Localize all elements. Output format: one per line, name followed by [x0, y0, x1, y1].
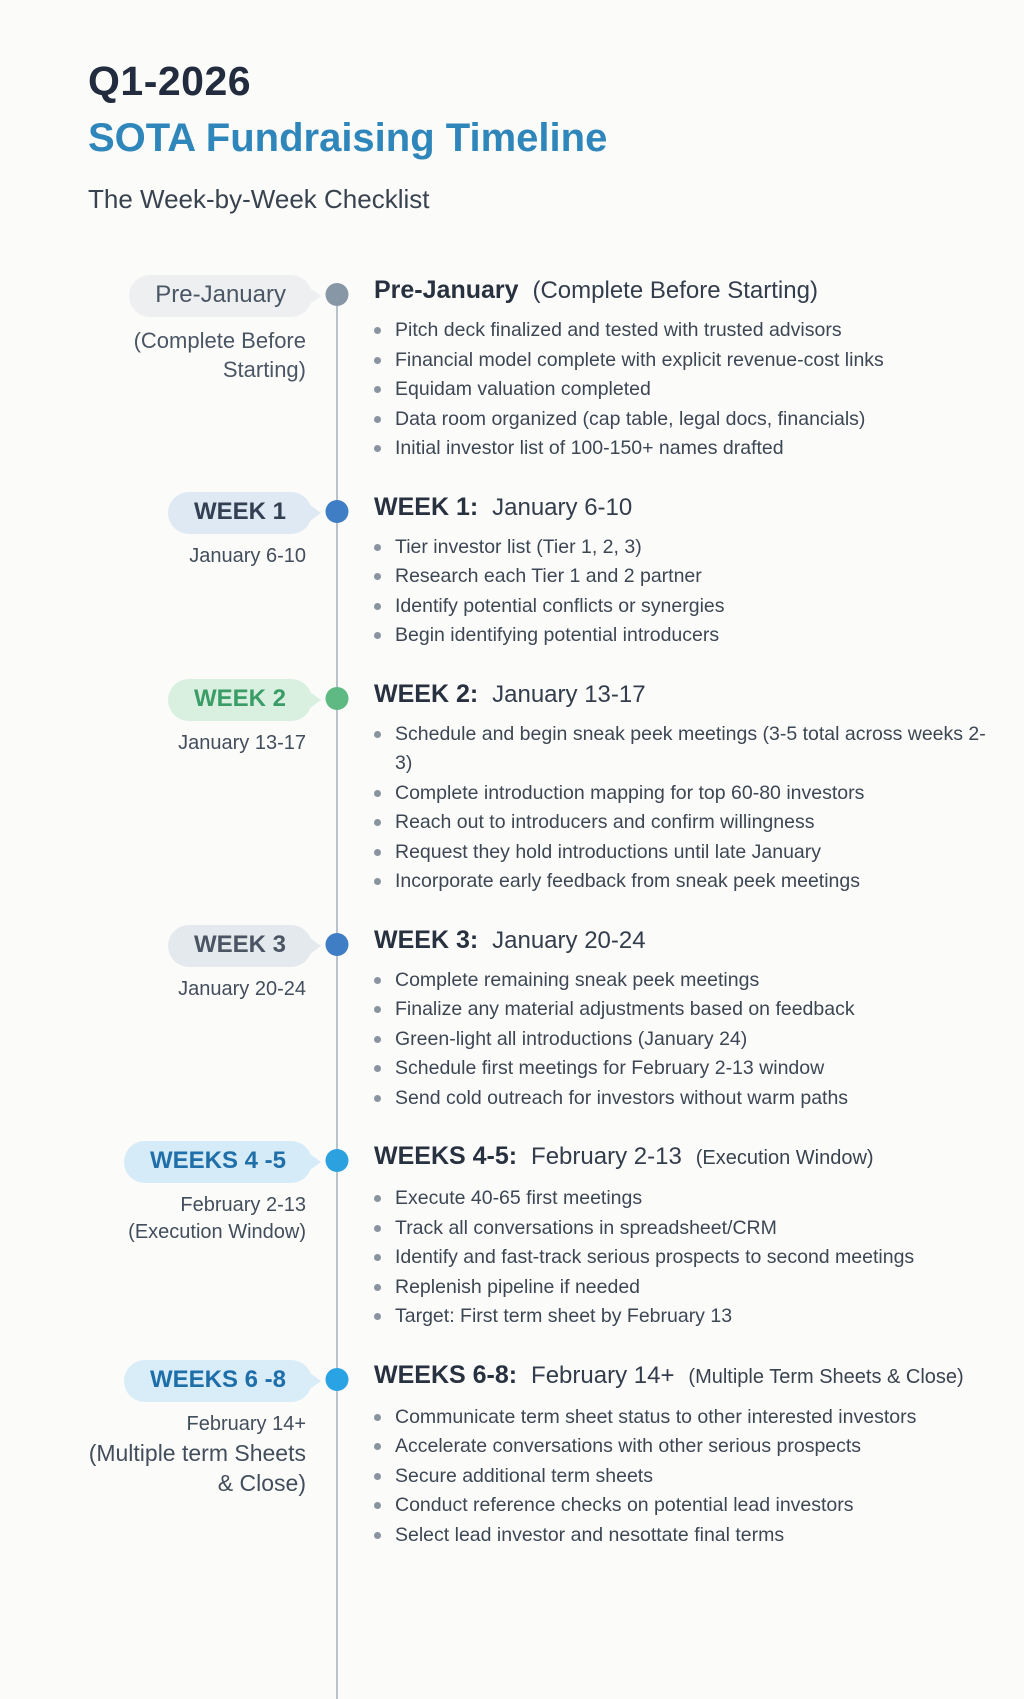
checklist-item-text: Complete introduction mapping for top 60-80 investors — [395, 781, 865, 804]
section-heading — [374, 1360, 986, 1393]
week-date-sublabel-line: February 14+ — [186, 1412, 306, 1435]
bullet-icon — [374, 790, 381, 797]
checklist-item-text: Identify and fast-track serious prospects to second meetings — [395, 1246, 915, 1268]
checklist-item — [374, 1491, 986, 1521]
week-pill — [168, 925, 312, 967]
checklist-item — [374, 1214, 986, 1244]
week-date-sublabel-line: February 2-13 — [180, 1194, 306, 1216]
week-date-sublabel-line: January 20-24 — [178, 977, 306, 1000]
timeline-section-node — [312, 925, 362, 1114]
timeline-section — [0, 492, 1024, 651]
bullet-icon — [374, 1006, 381, 1013]
timeline-section-content — [362, 1360, 986, 1551]
bullet-icon — [374, 445, 381, 452]
bullet-icon — [374, 386, 381, 393]
timeline-section-left — [74, 1141, 312, 1332]
timeline-section-node — [312, 492, 362, 651]
document-header — [0, 0, 1024, 215]
section-heading-date: February 2-13 — [531, 1143, 682, 1170]
timeline-section-content — [362, 925, 986, 1114]
checklist-item — [374, 592, 986, 622]
bullet-icon — [374, 1443, 381, 1450]
timeline-section — [0, 275, 1024, 464]
checklist-item — [374, 1084, 986, 1114]
timeline-dot-icon — [326, 1368, 349, 1391]
week-date-sublabel — [74, 1192, 312, 1246]
week-date-sublabel — [74, 326, 312, 384]
checklist-item — [374, 1243, 986, 1273]
week-pill-label: WEEKS 6 -8 — [149, 1365, 286, 1393]
week-date-sublabel-line: (Execution Window) — [128, 1221, 306, 1243]
checklist-item — [374, 995, 986, 1025]
checklist-item — [374, 533, 986, 563]
timeline-section-content — [362, 1141, 986, 1332]
checklist-item — [374, 1432, 986, 1462]
timeline-dot-icon — [326, 283, 349, 306]
bullet-icon — [374, 573, 381, 580]
checklist-item-text: Send cold outreach for investors without warm paths — [395, 1086, 849, 1109]
section-heading-title: WEEK 3: — [374, 925, 479, 954]
checklist-item-text: Track all conversations in spreadsheet/CRM — [395, 1216, 777, 1239]
week-pill — [168, 679, 312, 721]
checklist-item-text: Data room organized (cap table, legal docs, financials) — [395, 407, 866, 430]
bullet-icon — [374, 1313, 381, 1320]
timeline-section — [0, 1360, 1024, 1551]
week-pill-label: WEEK 3 — [193, 930, 286, 958]
bullet-icon — [374, 1225, 381, 1232]
checklist-item — [374, 405, 986, 435]
bullet-icon — [374, 1254, 381, 1261]
checklist-item — [374, 1521, 986, 1551]
section-heading — [374, 1141, 986, 1174]
section-heading — [374, 925, 986, 956]
checklist-item-text: Initial investor list of 100-150+ names drafted — [395, 437, 784, 459]
quarter-label: Q1-2026 — [88, 58, 252, 104]
bullet-icon — [374, 327, 381, 334]
week-date-sublabel-line: (Complete Before Starting) — [133, 328, 306, 382]
checklist-item-text: Schedule first meetings for February 2-13 window — [395, 1057, 825, 1079]
section-heading-date: January 6-10 — [492, 493, 633, 521]
week-date-sublabel-line: January 6-10 — [189, 544, 306, 567]
bullet-icon — [374, 544, 381, 551]
checklist-item-text: Replenish pipeline if needed — [395, 1275, 641, 1298]
timeline-section-node — [312, 275, 362, 464]
section-heading-note: (Multiple Term Sheets & Close) — [688, 1365, 964, 1388]
checklist-item-text: Green-light all introductions (January 24) — [395, 1027, 748, 1050]
timeline-section-node — [312, 1360, 362, 1551]
checklist-item-text: Finalize any material adjustments based on feedback — [395, 998, 855, 1020]
week-pill-label: WEEKS 4 -5 — [149, 1147, 286, 1174]
week-pill — [124, 1360, 312, 1402]
checklist-item-text: Identify potential conflicts or synergies — [395, 594, 725, 617]
timeline-section-content — [362, 679, 986, 897]
bullet-icon — [374, 1195, 381, 1202]
timeline-dot-icon — [326, 933, 349, 956]
bullet-icon — [374, 1036, 381, 1043]
bullet-icon — [374, 1532, 381, 1539]
timeline-section-left — [74, 492, 312, 651]
bullet-icon — [374, 416, 381, 423]
checklist-item — [374, 1462, 986, 1492]
bullet-icon — [374, 977, 381, 984]
checklist — [374, 1184, 986, 1332]
checklist-item-text: Request they hold introductions until late January — [395, 840, 822, 863]
week-pill — [124, 1141, 312, 1183]
bullet-icon — [374, 849, 381, 856]
checklist-item-text: Accelerate conversations with other serious prospects — [395, 1435, 862, 1457]
checklist-item — [374, 1403, 986, 1433]
bullet-icon — [374, 1502, 381, 1509]
bullet-icon — [374, 357, 381, 364]
bullet-icon — [374, 632, 381, 639]
bullet-icon — [374, 1284, 381, 1291]
checklist — [374, 533, 986, 651]
checklist-item — [374, 808, 986, 838]
checklist — [374, 720, 986, 897]
checklist-item-text: Complete remaining sneak peek meetings — [395, 968, 760, 991]
week-pill — [168, 492, 312, 534]
checklist-item — [374, 621, 986, 651]
timeline — [0, 275, 1024, 1550]
checklist-item-text: Target: First term sheet by February 13 — [395, 1305, 733, 1327]
checklist-item-text: Conduct reference checks on potential lead investors — [395, 1494, 854, 1516]
week-pill-label: Pre-January — [155, 281, 286, 308]
checklist-item — [374, 1302, 986, 1332]
week-date-sublabel-line: January 13-17 — [178, 731, 306, 754]
checklist-item — [374, 720, 986, 779]
week-pill — [129, 275, 312, 317]
section-heading — [374, 679, 986, 710]
week-pill-label: WEEK 2 — [193, 684, 286, 712]
timeline-sections — [0, 275, 1024, 1550]
section-heading — [374, 492, 986, 523]
bullet-icon — [374, 1065, 381, 1072]
checklist-item — [374, 346, 986, 376]
page-title: SOTA Fundraising Timeline — [88, 116, 608, 160]
checklist-item-text: Schedule and begin sneak peek meetings (3-5 total across weeks 2-3) — [395, 722, 986, 774]
section-heading-title: WEEKS 6-8: — [374, 1360, 518, 1389]
checklist-item-text: Secure additional term sheets — [395, 1464, 653, 1487]
checklist-item — [374, 838, 986, 868]
bullet-icon — [374, 878, 381, 885]
timeline-section-content — [362, 492, 986, 651]
section-heading-title: WEEK 2: — [374, 679, 479, 708]
checklist-item-text: Financial model complete with explicit revenue-cost links — [395, 348, 884, 371]
checklist-item-text: Incorporate early feedback from sneak peek meetings — [395, 870, 861, 892]
bullet-icon — [374, 1473, 381, 1480]
checklist-item-text: Execute 40-65 first meetings — [395, 1187, 643, 1209]
checklist-item-text: Communicate term sheet status to other interested investors — [395, 1405, 917, 1428]
section-heading-date: (Complete Before Starting) — [532, 277, 818, 304]
week-date-sublabel — [74, 730, 312, 757]
timeline-section — [0, 679, 1024, 897]
checklist-item-text: Reach out to introducers and confirm willingness — [395, 811, 815, 833]
page-subtitle: The Week-by-Week Checklist — [88, 184, 430, 214]
timeline-section-node — [312, 679, 362, 897]
checklist-item — [374, 316, 986, 346]
checklist-item — [374, 434, 986, 464]
week-date-sublabel — [74, 543, 312, 570]
bullet-icon — [374, 819, 381, 826]
timeline-section-content — [362, 275, 986, 464]
section-heading-date: January 20-24 — [492, 926, 646, 954]
bullet-icon — [374, 1095, 381, 1102]
section-heading-date: February 14+ — [531, 1361, 675, 1389]
timeline-section — [0, 925, 1024, 1114]
timeline-dot-icon — [326, 687, 349, 710]
checklist-item-text: Research each Tier 1 and 2 partner — [395, 565, 702, 587]
timeline-dot-icon — [326, 1149, 349, 1172]
checklist — [374, 1403, 986, 1551]
checklist-item-text: Equidam valuation completed — [395, 378, 651, 400]
bullet-icon — [374, 731, 381, 738]
checklist — [374, 316, 986, 464]
checklist-item — [374, 1184, 986, 1214]
timeline-section — [0, 1141, 1024, 1332]
checklist-item-text: Select lead investor and nesottate final terms — [395, 1523, 785, 1546]
checklist — [374, 966, 986, 1114]
section-heading-note: (Execution Window) — [695, 1147, 874, 1169]
week-date-sublabel-line: (Multiple term Sheets & Close) — [88, 1439, 306, 1496]
timeline-section-left — [74, 275, 312, 464]
timeline-dot-icon — [326, 500, 349, 523]
checklist-item — [374, 779, 986, 809]
checklist-item — [374, 1273, 986, 1303]
section-heading-title: Pre-January — [374, 276, 519, 304]
section-heading-date: January 13-17 — [492, 680, 646, 708]
section-heading-title: WEEKS 4-5: — [374, 1142, 518, 1170]
section-heading — [374, 275, 986, 306]
week-date-sublabel — [74, 1411, 312, 1498]
checklist-item-text: Tier investor list (Tier 1, 2, 3) — [395, 535, 642, 558]
checklist-item-text: Begin identifying potential introducers — [395, 624, 720, 646]
checklist-item — [374, 1025, 986, 1055]
week-date-sublabel — [74, 976, 312, 1003]
checklist-item — [374, 375, 986, 405]
week-pill-label: WEEK 1 — [193, 497, 286, 525]
timeline-section-left — [74, 679, 312, 897]
checklist-item — [374, 867, 986, 897]
checklist-item — [374, 1054, 986, 1084]
timeline-section-left — [74, 925, 312, 1114]
bullet-icon — [374, 603, 381, 610]
timeline-section-left — [74, 1360, 312, 1551]
bullet-icon — [374, 1414, 381, 1421]
section-heading-title: WEEK 1: — [374, 492, 479, 521]
timeline-section-node — [312, 1141, 362, 1332]
checklist-item — [374, 966, 986, 996]
checklist-item — [374, 562, 986, 592]
checklist-item-text: Pitch deck finalized and tested with trusted advisors — [395, 319, 842, 341]
